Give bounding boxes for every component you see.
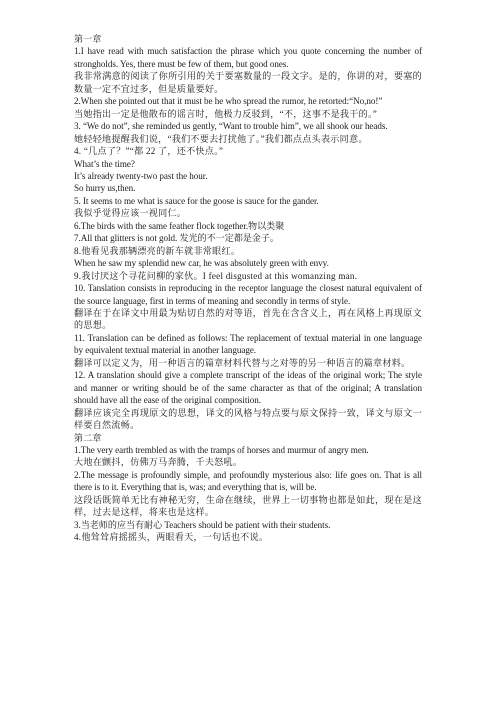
paragraph-line: 我似乎觉得应该一视同仁。 bbox=[74, 208, 187, 219]
paragraph-line: 2.When she pointed out that it must be he who spread the rumor, he retorted:“No,no!” bbox=[74, 96, 383, 107]
paragraph-line: 1.I have read with much satisfaction the phrase which you quote concerning the number of strongholds. Yes, there must be few of them, but good ones. bbox=[74, 46, 422, 69]
paragraph-line: 翻译应该完全再现原文的思想，译文的风格与特点要与原文保持一致，译文与原文一样要自然流畅。 bbox=[74, 407, 422, 431]
paragraph-line: 5. It seems to me what is sauce for the goose is sauce for the gander. bbox=[74, 195, 319, 206]
paragraph-line: 6.The birds with the same feather flock together.物以类聚 bbox=[74, 220, 285, 231]
paragraph-line: 翻译可以定义为，用一种语言的篇章材料代替与之对等的另一种语言的篇章材料。 bbox=[74, 357, 411, 368]
paragraph-line: 12. A translation should give a complete transcript of the ideas of the original work; The style and manner or writing should be of the same character as that of the original; A translation should have all the ease of the original composition. bbox=[74, 370, 422, 406]
paragraph-line: 翻译在于在译文中用最为贴切自然的对等语，首先在含含义上，再在风格上再现原文的思想。 bbox=[74, 307, 422, 331]
paragraph-line: When he saw my splendid new car, he was absolutely green with envy. bbox=[74, 258, 329, 269]
paragraph-line: 3. “We do not”, she reminded us gently, “Want to trouble him”, we all shook our heads. bbox=[74, 121, 388, 132]
paragraph-line: 9.我讨厌这个寻花问柳的家伙。I feel disgusted at this womanzing man. bbox=[74, 270, 358, 281]
paragraph-line: 她轻轻地提醒我们说，“我们不要去打扰他了。”我们都点点头表示同意。 bbox=[74, 133, 368, 144]
paragraph-line: 3.当老师的应当有耐心 Teachers should be patient with their students. bbox=[74, 519, 331, 530]
paragraph-line: 10. Tanslation consists in reproducing in the receptor language the closest natural equivalent of the source language, first in terms of meaning and secondly in terms of style. bbox=[74, 283, 422, 306]
paragraph-line: 当她指出一定是他散布的谣言时，他极力反驳到，“不，这事不是我干的。” bbox=[74, 108, 378, 119]
chapter-2-body bbox=[74, 444, 422, 544]
paragraph-line: 我非常满意的阅读了你所引用的关于要塞数量的一段文字。是的，你讲的对，要塞的数量一定不宜过多，但是质量要好。 bbox=[74, 71, 422, 94]
paragraph-line: 大地在颤抖，仿佛万马奔腾，千夫怒吼。 bbox=[74, 457, 243, 468]
paragraph-line: 4.他耸耸肩摇摇头，两眼看天，一句话也不说。 bbox=[74, 532, 269, 543]
paragraph-line: So hurry us,then. bbox=[74, 183, 136, 194]
chapter-1-heading: 第一章 bbox=[74, 34, 102, 44]
paragraph-line: 4. “几点了？”“都 22 了，还不快点。” bbox=[74, 146, 224, 157]
paragraph-line: 1.The very earth trembled as with the tramps of horses and murmur of angry men. bbox=[74, 444, 369, 455]
paragraph-line: 7.All that glitters is not gold. 发光的不一定都是金子。 bbox=[74, 233, 279, 244]
paragraph-line: It’s already twenty-two past the hour. bbox=[74, 170, 208, 181]
chapter-1-body bbox=[74, 45, 422, 431]
document-page bbox=[74, 33, 422, 544]
paragraph-line: 这段话既简单无比有神秘无穷，生命在继续，世界上一切事物也都是如此，现在是这样，过去是这样，将来也是这样。 bbox=[74, 494, 422, 518]
paragraph-line: 11. Translation can be defined as follows: The replacement of textual material in one language by equivalent textual material in another language. bbox=[74, 332, 422, 356]
chapter-2-heading: 第二章 bbox=[74, 432, 102, 443]
paragraph-line: What’s the time? bbox=[74, 158, 135, 169]
paragraph-line: 8.他看见我那辆漂亮的新车就非常眼红。 bbox=[74, 245, 241, 256]
paragraph-line: 2.The message is profoundly simple, and profoundly mysterious also: life goes on. That is all there is to it. Everything that is, was; and everything that is, will be. bbox=[74, 469, 422, 493]
